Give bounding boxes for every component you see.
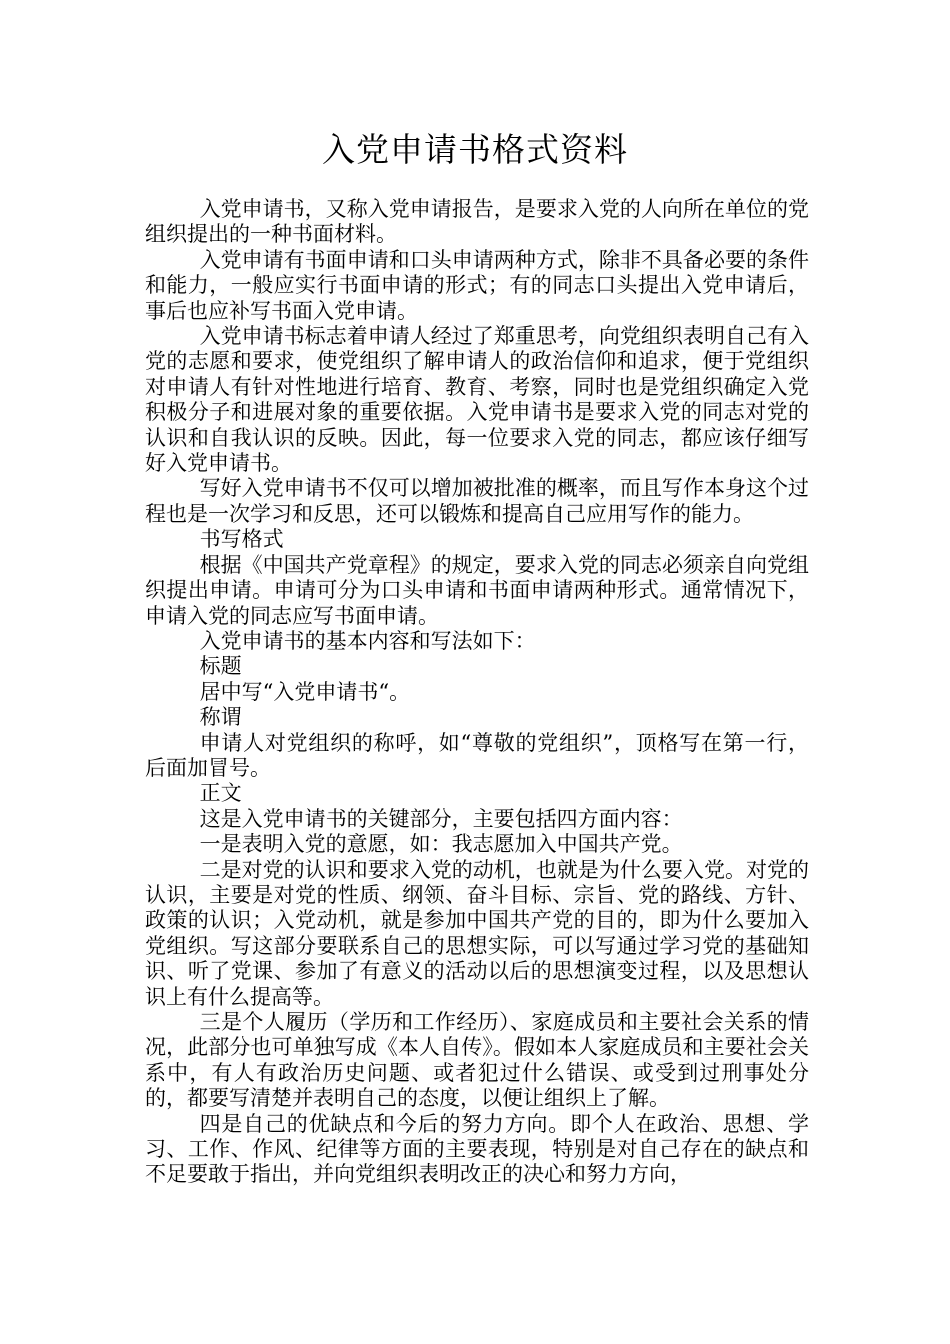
paragraph: 写好入党申请书不仅可以增加被批准的概率，而且写作本身这个过程也是一次学习和反思，还可以锻炼和提高自己应用写作的能力。 [145,476,809,526]
paragraph: 根据《中国共产党章程》的规定，要求入党的同志必须亲自向党组织提出申请。申请可分为口头申请和书面申请两种形式。通常情况下，申请入党的同志应写书面申请。 [145,552,809,628]
document-title: 入党申请书格式资料 [322,130,628,169]
section-heading: 标题 [199,654,242,679]
section-heading: 正文 [199,781,242,806]
paragraph: 入党申请有书面申请和口头申请两种方式，除非不具备必要的条件和能力，一般应实行书面申请的形式；有的同志口头提出入党申请后，事后也应补写书面入党申请。 [145,247,809,323]
paragraph: 入党申请书标志着申请人经过了郑重思考，向党组织表明自己有入党的志愿和要求，使党组织了解申请人的政治信仰和追求，便于党组织对申请人有针对性地进行培育、教育、考察，同时也是党组织确定入党积极分子和进展对象的重要依据。入党申请书是要求入党的同志对党的认识和自我认识的反映。因此，每一位要求入党的同志，都应该仔细写好入党申请书。 [145,324,809,476]
paragraph: 入党申请书的基本内容和写法如下： [199,628,536,653]
document-body [145,197,809,1188]
paragraph: 四是自己的优缺点和今后的努力方向。即个人在政治、思想、学习、工作、作风、纪律等方面的主要表现，特别是对自己存在的缺点和不足要敢于指出，并向党组织表明改正的决心和努力方向， [145,1111,809,1187]
paragraph: 二是对党的认识和要求入党的动机，也就是为什么要入党。对党的认识，主要是对党的性质、纲领、奋斗目标、宗旨、党的路线、方针、政策的认识；入党动机，就是参加中国共产党的目的，即为什么要加入党组织。写这部分要联系自己的思想实际，可以写通过学习党的基础知识、听了党课、参加了有意义的活动以后的思想演变过程，以及思想认识上有什么提高等。 [145,857,809,1009]
paragraph: 三是个人履历（学历和工作经历）、家庭成员和主要社会关系的情况，此部分也可单独写成《本人自传》。假如本人家庭成员和主要社会关系中，有人有政治历史问题、或者犯过什么错误、或受到过刑事处分的，都要写清楚并表明自己的态度，以便让组织上了解。 [145,1010,809,1111]
paragraph: 申请人对党组织的称呼，如“尊敬的党组织”，顶格写在第一行，后面加冒号。 [145,730,809,780]
paragraph: 入党申请书，又称入党申请报告，是要求入党的人向所在单位的党组织提出的一种书面材料。 [145,197,809,247]
paragraph: 居中写“入党申请书“。 [199,679,411,704]
paragraph: 一是表明入党的意愿，如：我志愿加入中国共产党。 [199,832,683,857]
paragraph: 这是入党申请书的关键部分，主要包括四方面内容： [199,806,683,831]
section-heading: 书写格式 [199,527,284,552]
section-heading: 称谓 [199,705,242,730]
